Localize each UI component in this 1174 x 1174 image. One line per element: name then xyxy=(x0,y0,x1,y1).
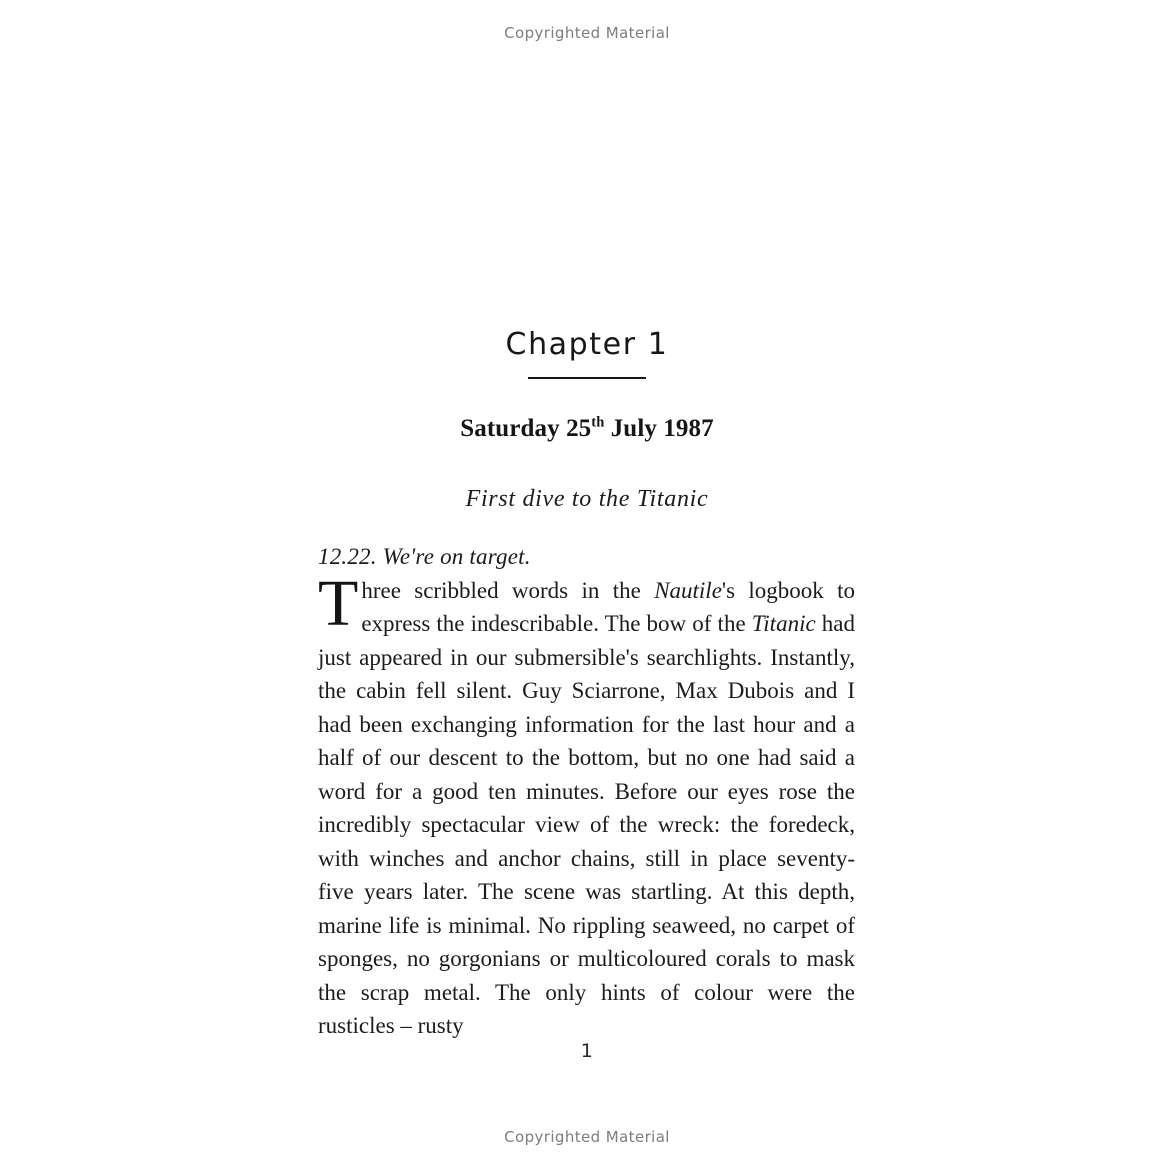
chapter-title: Chapter 1 xyxy=(505,327,669,362)
page-number: 1 xyxy=(580,1040,594,1062)
paragraph-remainder-text: had just appeared in our submersible's searchlights. Instantly, the cabin fell silent. Guy Sciarrone, Max Dubois and I had been exchanging information for the last hour and a half of our descent to the bottom, but no one had said a word for a good ten minutes. Before our eyes rose the incredibly spectacular view of the wreck: the foredeck, with winches and anchor chains, still in place seventy-five years later. The scene was startling. At this depth, marine life is minimal. No rippling seaweed, no carpet of sponges, no gorgonians or multicoloured corals to mask the scrap metal. The only hints of colour were the rusticles – rusty xyxy=(318,611,855,1038)
ship-name-italic: Titanic xyxy=(751,611,816,636)
paragraph-lead-text: hree scribbled words in the xyxy=(361,577,655,603)
chapter-date xyxy=(0,415,1174,443)
chapter-date-ordinal: th xyxy=(591,414,605,431)
vessel-name-italic: Nautile xyxy=(654,577,722,603)
body-text-block xyxy=(318,540,855,1043)
drop-cap-letter: T xyxy=(318,566,359,640)
logbook-entry-line: 12.22. We're on target. xyxy=(318,544,531,569)
copyright-watermark-bottom: Copyrighted Material xyxy=(504,1128,670,1146)
copyright-watermark-top: Copyrighted Material xyxy=(504,24,670,42)
chapter-date-suffix: July 1987 xyxy=(604,415,714,442)
chapter-date-prefix: Saturday 25 xyxy=(460,415,592,442)
chapter-heading-block xyxy=(0,327,1174,513)
opening-paragraph xyxy=(318,566,856,1043)
chapter-title-rule xyxy=(528,377,646,379)
paragraph-mid-text: 's logbook to express the indescribable. The bow of the xyxy=(361,577,856,636)
chapter-subtitle: First dive to the Titanic xyxy=(465,486,709,512)
